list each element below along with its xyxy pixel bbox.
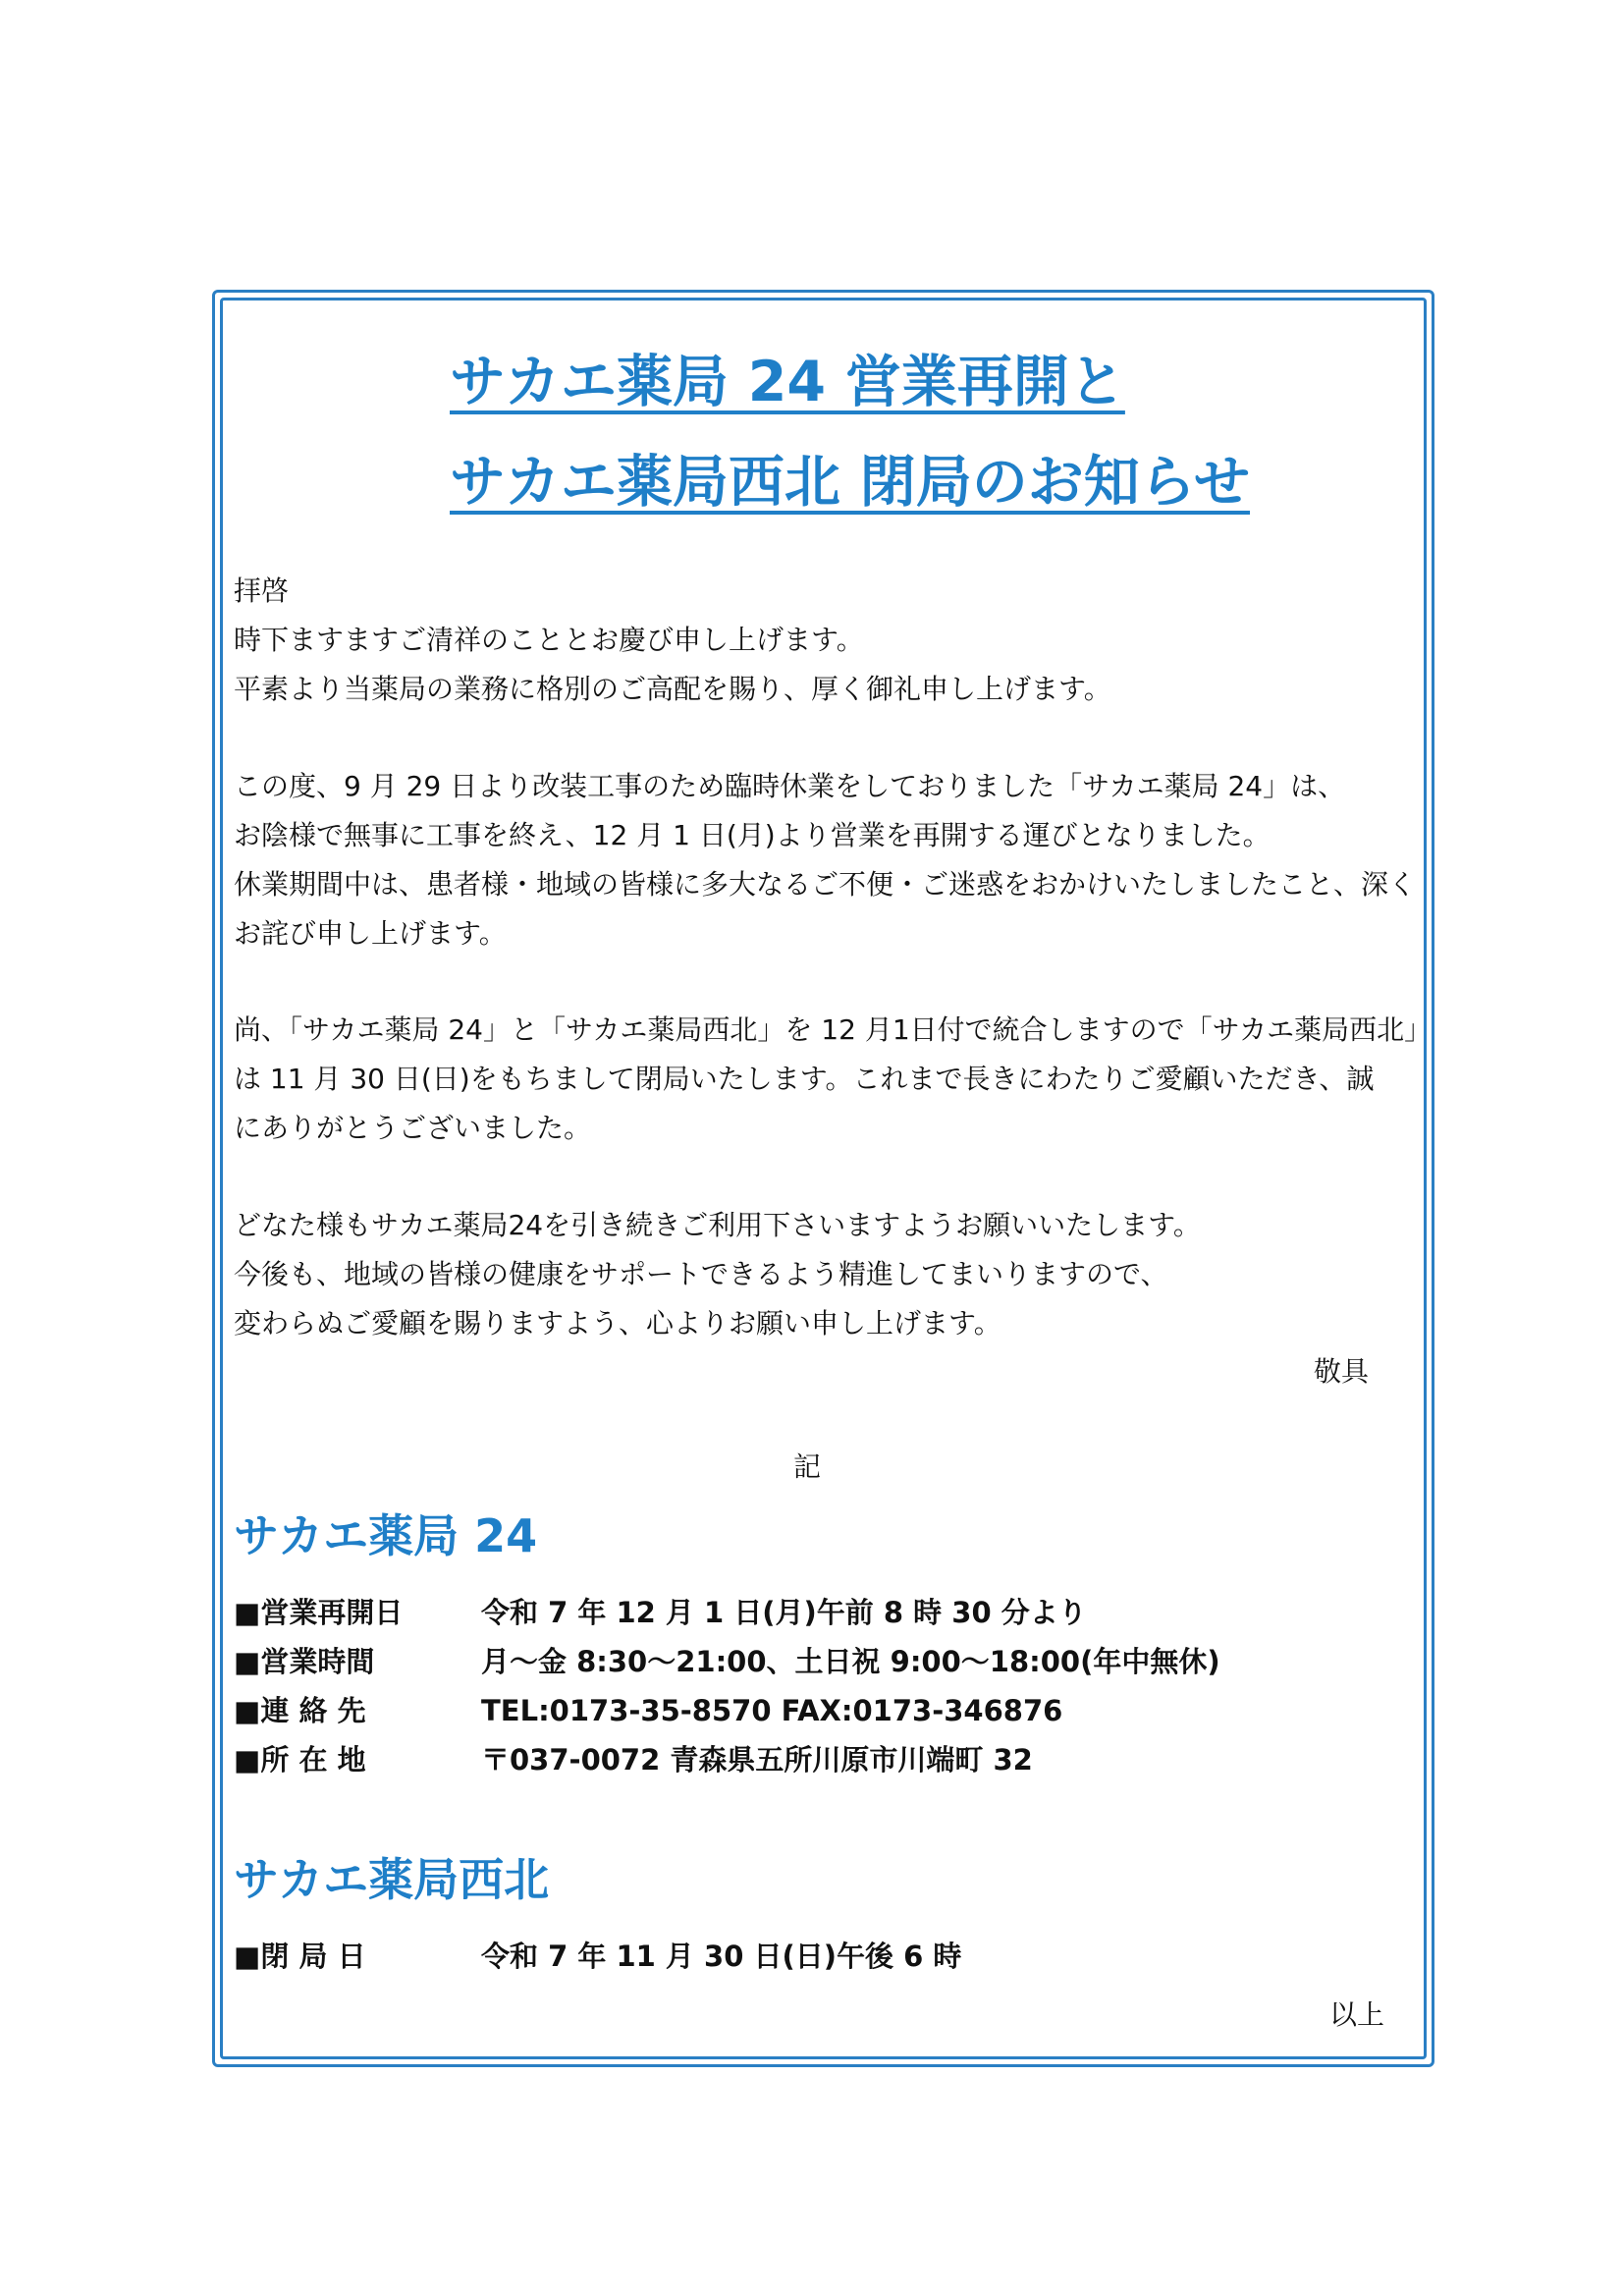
paragraph-2-line-3: にありがとうございました。	[234, 1112, 592, 1144]
paragraph-1-line-4: お詫び申し上げます。	[234, 917, 507, 950]
notice-frame-inner	[220, 298, 1433, 2059]
greeting-line-1: 時下ますますご清祥のこととお慶び申し上げます。	[234, 624, 864, 656]
reopen-date-value: 令和 7 年 12 月 1 日(月)午前 8 時 30 分より	[481, 1596, 1087, 1629]
hours-value: 月～金 8:30～21:00、土日祝 9:00～18:00(年中無休)	[481, 1645, 1220, 1678]
paragraph-1-line-2: お陰様で無事に工事を終え、12 月 1 日(月)より営業を再開する運びとなりました。	[234, 819, 1271, 851]
greeting-block	[234, 567, 1402, 714]
reopen-date-label: ■営業再開日	[234, 1596, 404, 1629]
hours-label: ■営業時間	[234, 1645, 375, 1678]
paragraph-reopening	[234, 762, 1417, 958]
greeting-line-2: 平素より当薬局の業務に格別のご高配を賜り、厚く御礼申し上げます。	[234, 673, 1111, 705]
store-2-heading: サカエ薬局西北	[234, 1853, 550, 1906]
title-line-1: サカエ薬局 24 営業再開と	[450, 350, 1125, 414]
paragraph-closure	[234, 1006, 1433, 1153]
paragraph-3-line-1: どなた様もサカエ薬局24を引き続きご利用下さいますようお願いいたします。	[234, 1209, 1201, 1241]
paragraph-3-line-3: 変わらぬご愛顧を賜りますよう、心よりお願い申し上げます。	[234, 1307, 1001, 1339]
paragraph-3-line-2: 今後も、地域の皆様の健康をサポートできるよう精進してまいりますので、	[234, 1258, 1168, 1290]
paragraph-2-line-2: は 11 月 30 日(日)をもちまして閉局いたします。これまで長きにわたりご愛顧いただき、誠	[234, 1063, 1375, 1095]
note-mark: 記	[793, 1450, 822, 1483]
greeting-opening: 拝啓	[234, 574, 290, 607]
title-line-2: サカエ薬局西北 閉局のお知らせ	[450, 450, 1250, 515]
address-value: 〒037-0072 青森県五所川原市川端町 32	[481, 1743, 1033, 1777]
store-1-heading: サカエ薬局 24	[234, 1509, 538, 1562]
paragraph-request	[234, 1201, 1402, 1348]
address-label: ■所 在 地	[234, 1743, 366, 1777]
closing-date-value: 令和 7 年 11 月 30 日(日)午後 6 時	[481, 1940, 962, 1973]
paragraph-2-line-1: 尚、「サカエ薬局 24」と「サカエ薬局西北」を 12 月1日付で統合しますので「サカエ薬局西北」	[234, 1013, 1433, 1046]
end-mark: 以上	[1329, 1998, 1385, 2031]
paragraph-1-line-3: 休業期間中は、患者様・地域の皆様に多大なるご不便・ご迷惑をおかけいたしましたこと、深く	[234, 868, 1417, 901]
closing-keigu: 敬具	[1314, 1355, 1370, 1388]
contact-label: ■連 絡 先	[234, 1694, 366, 1727]
contact-value: TEL:0173-35-8570 FAX:0173-346876	[481, 1694, 1063, 1727]
paragraph-1-line-1: この度、9 月 29 日より改装工事のため臨時休業をしておりました「サカエ薬局 24」は、	[234, 770, 1346, 802]
closing-date-label: ■閉 局 日	[234, 1940, 366, 1973]
